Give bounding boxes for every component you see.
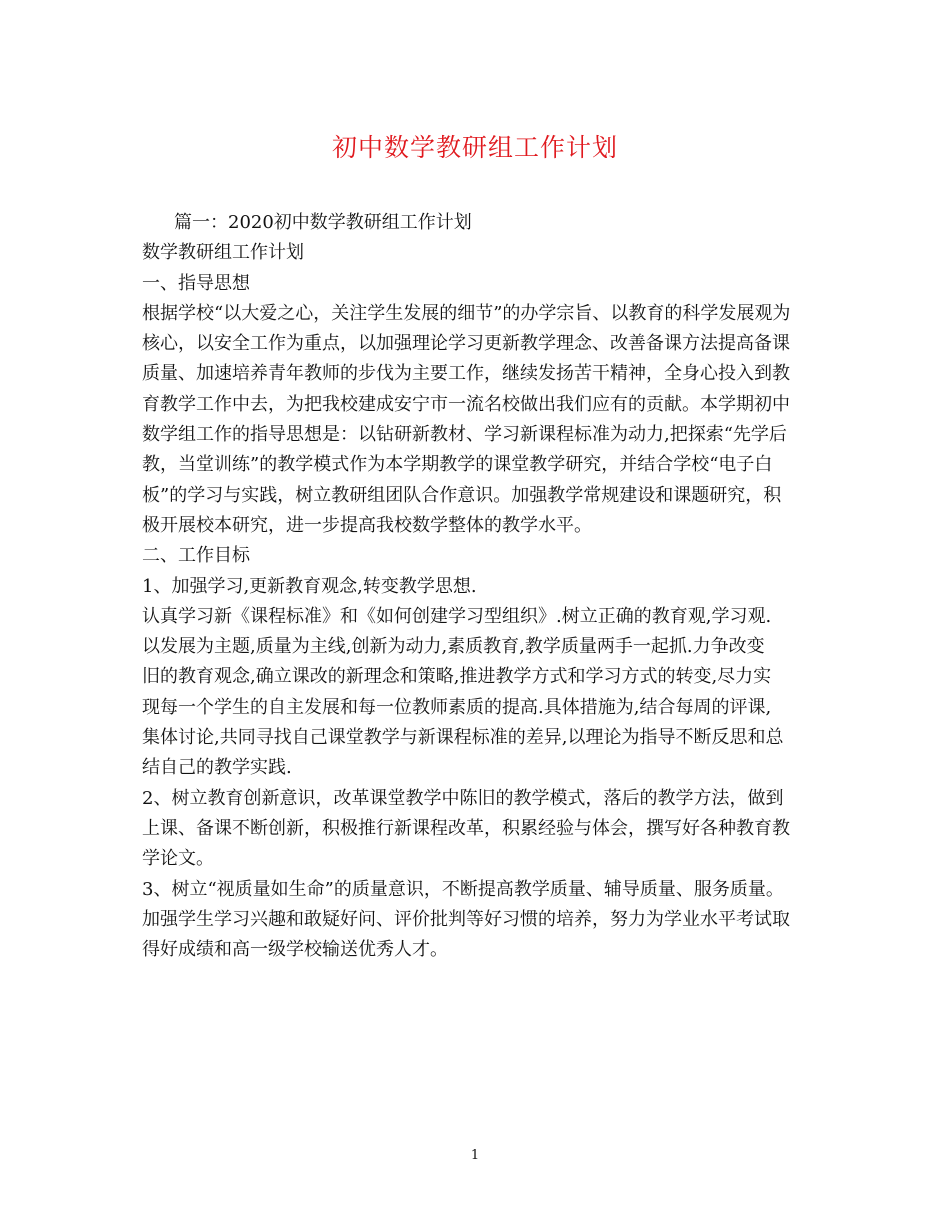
paragraph-line: 现每一个学生的自主发展和每一位教师素质的提高.具体措施为,结合每周的评课, bbox=[142, 696, 772, 718]
paragraph-line: 育教学工作中去，为把我校建成安宁市一流名校做出我们应有的贡献。本学期初中 bbox=[142, 393, 790, 415]
paragraph-line: 认真学习新《课程标准》和《如何创建学习型组织》.树立正确的教育观,学习观. bbox=[142, 605, 772, 627]
paragraph-line: 教，当堂训练”的教学模式作为本学期教学的课堂教学研究，并结合学校“电子白 bbox=[142, 454, 773, 476]
section-heading: 一、指导思想 bbox=[142, 272, 250, 294]
paragraph-line: 集体讨论,共同寻找自己课堂教学与新课程标准的差异,以理论为指导不断反思和总 bbox=[142, 727, 784, 749]
document-body bbox=[142, 208, 818, 965]
paragraph-line: 得好成绩和高一级学校输送优秀人才。 bbox=[142, 939, 448, 961]
paragraph-line: 核心，以安全工作为重点，以加强理论学习更新教学理念、改善备课方法提高备课 bbox=[142, 333, 790, 355]
paragraph-line: 加强学生学习兴趣和敢疑好问、评价批判等好习惯的培养，努力为学业水平考试取 bbox=[142, 908, 790, 930]
list-item-heading: 1、加强学习,更新教育观念,转变教学思想. bbox=[142, 575, 477, 597]
paragraph-line: 以发展为主题,质量为主线,创新为动力,素质教育,教学质量两手一起抓.力争改变 bbox=[142, 636, 765, 658]
paragraph-line: 结自己的教学实践. bbox=[142, 757, 292, 779]
paragraph-line: 极开展校本研究，进一步提高我校数学整体的教学水平。 bbox=[142, 514, 592, 536]
paragraph-line: 旧的教育观念,确立课改的新理念和策略,推进教学方式和学习方式的转变,尽力实 bbox=[142, 666, 772, 688]
section-heading: 篇一：2020初中数学教研组工作计划 bbox=[174, 212, 472, 233]
list-item-line: 3、树立“视质量如生命”的质量意识，不断提高教学质量、辅导质量、服务质量。 bbox=[142, 878, 784, 900]
section-heading: 二、工作目标 bbox=[142, 545, 250, 567]
document-title: 初中数学教研组工作计划 bbox=[331, 133, 618, 162]
paragraph-line: 根据学校“以大爱之心，关注学生发展的细节”的办学宗旨、以教育的科学发展观为 bbox=[142, 302, 791, 324]
paragraph-line: 数学组工作的指导思想是：以钻研新教材、学习新课程标准为动力,把探索“先学后 bbox=[142, 424, 787, 446]
page-number: 1 bbox=[470, 1148, 480, 1163]
paragraph-line: 学论文。 bbox=[142, 848, 214, 870]
paragraph-line: 板”的学习与实践，树立教研组团队合作意识。加强教学常规建设和课题研究，积 bbox=[142, 484, 782, 506]
paragraph-line: 质量、加速培养青年教师的步伐为主要工作，继续发扬苦干精神，全身心投入到教 bbox=[142, 363, 790, 385]
subtitle-line: 数学教研组工作计划 bbox=[142, 242, 304, 264]
list-item-line: 2、树立教育创新意识，改革课堂教学中陈旧的教学模式，落后的教学方法，做到 bbox=[142, 787, 784, 809]
paragraph-line: 上课、备课不断创新，积极推行新课程改革，积累经验与体会，撰写好各种教育教 bbox=[142, 817, 790, 839]
